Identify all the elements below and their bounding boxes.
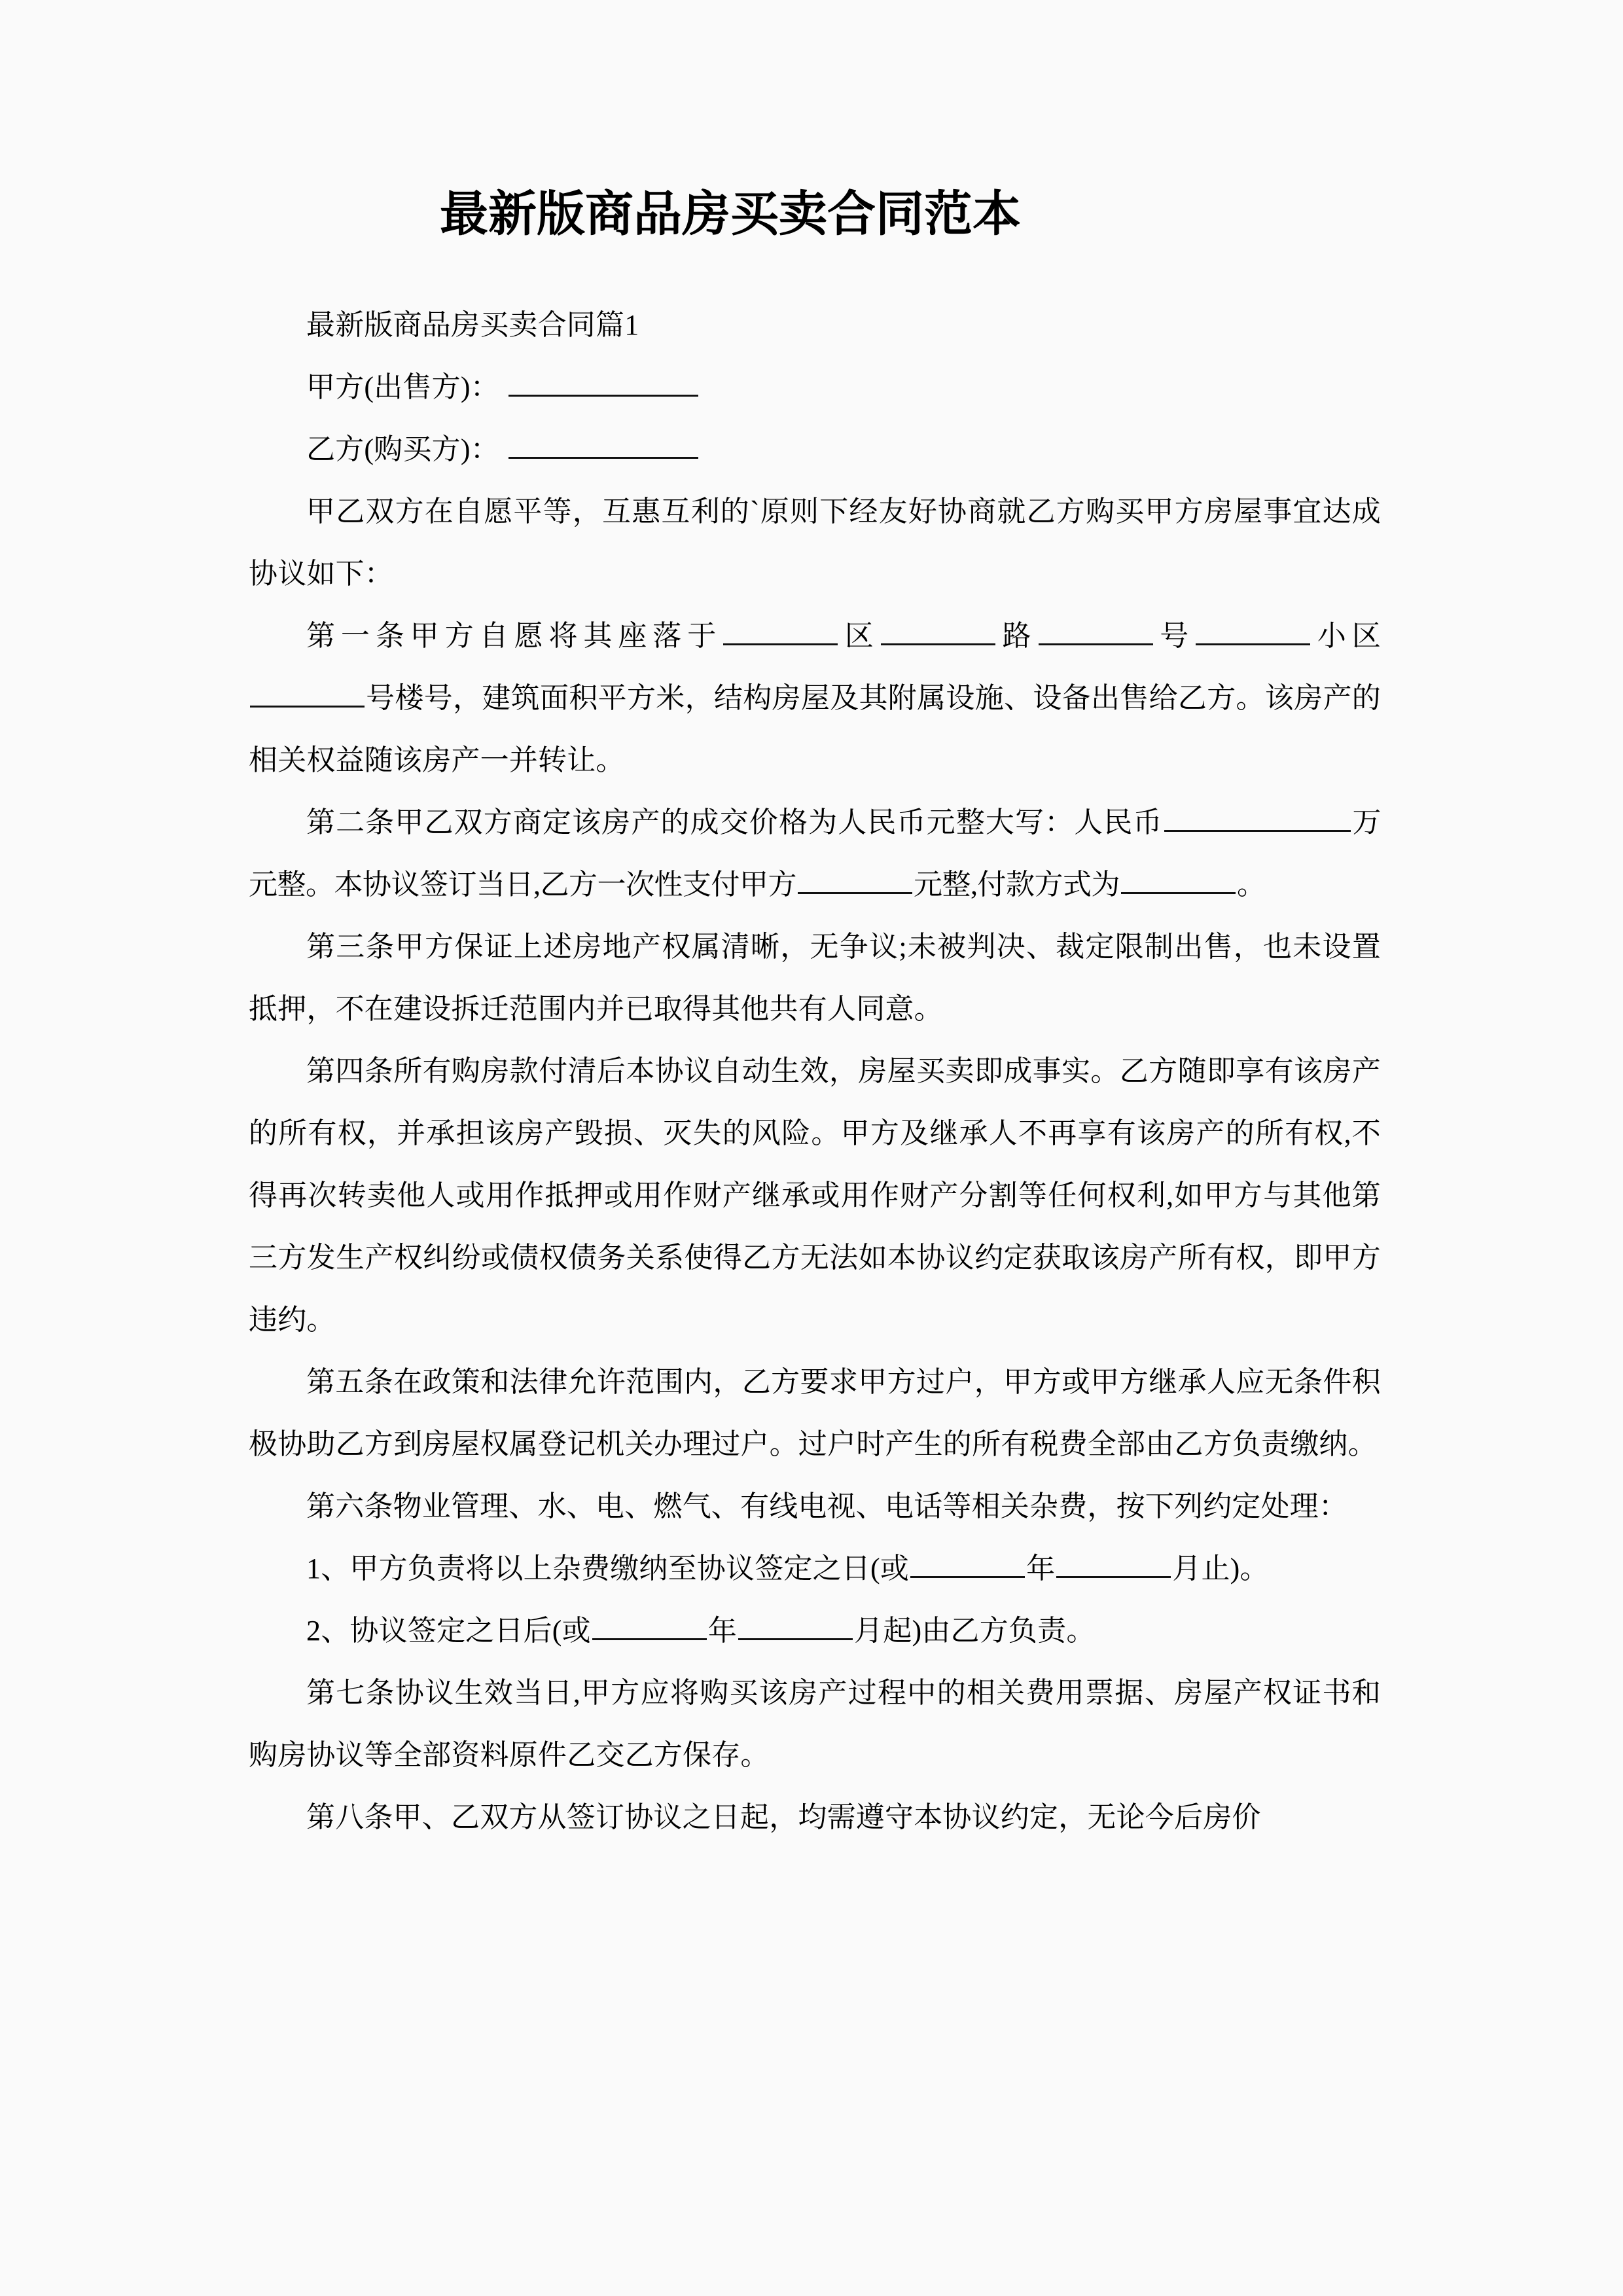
article-5-paragraph: 第五条在政策和法律允许范围内，乙方要求甲方过户，甲方或甲方继承人应无条件积极协助乙方到房屋权属登记机关办理过户。过户时产生的所有税费全部由乙方负责缴纳。 (249, 1365, 1381, 1460)
article-2-blank-amount-words[interactable] (1164, 801, 1351, 832)
article-7-paragraph: 第七条协议生效当日,甲方应将购买该房产过程中的相关费用票据、房屋产权证书和购房协议等全部资料原件乙交乙方保存。 (249, 1676, 1381, 1771)
sub-item-2-text-3: 月起)由乙方负责。 (854, 1614, 1096, 1647)
article-2-text-3: 元整,付款方式为 (914, 868, 1120, 901)
document-body (249, 0, 1381, 1848)
buyer-party-line (249, 418, 1381, 480)
article-1-blank-number[interactable] (1039, 615, 1153, 645)
sub-item-1-text-2: 年 (1026, 1552, 1056, 1585)
sub-item-1-blank-year[interactable] (910, 1547, 1025, 1578)
buyer-blank[interactable] (508, 428, 698, 459)
article-1-blank-road[interactable] (881, 615, 995, 645)
article-1-text-6: 号楼号，建筑面积平方米，结构房屋及其附属设施、设备出售给乙方。该房产的相关权益随该房产一并转让。 (249, 681, 1381, 776)
sub-item-1-paragraph (249, 1537, 1381, 1600)
article-2-blank-amount[interactable] (798, 863, 912, 894)
article-1-text-3: 路 (996, 619, 1037, 652)
article-1-blank-community[interactable] (1196, 615, 1310, 645)
article-8-paragraph: 第八条甲、乙双方从签订协议之日起，均需遵守本协议约定，无论今后房价 (306, 1801, 1261, 1833)
sub-item-1-text-1: 1、甲方负责将以上杂费缴纳至协议签定之日(或 (306, 1552, 910, 1585)
article-4-paragraph: 第四条所有购房款付清后本协议自动生效，房屋买卖即成事实。乙方随即享有该房产的所有权，并承担该房产毁损、灭失的风险。甲方及继承人不再享有该房产的所有权,不得再次转卖他人或用作抵押或用作财产继承或用作财产分割等任何权利,如甲方与其他第三方发生产权纠纷或债权债务关系使得乙方无法如本协议约定获取该房产所有权，即甲方违约。 (249, 1054, 1381, 1336)
sub-item-2-text-1: 2、协议签定之日后(或 (306, 1614, 591, 1647)
seller-blank[interactable] (508, 366, 698, 397)
article-1-text-1: 第一条甲方自愿将其座落于 (306, 619, 722, 652)
article-1-text-2: 区 (839, 619, 880, 652)
article-2-text-2: 万元整。本协议签订当日,乙方一次性支付甲方 (249, 806, 1381, 901)
article-6-paragraph: 第六条物业管理、水、电、燃气、有线电视、电话等相关杂费，按下列约定处理： (306, 1490, 1348, 1522)
article-1-text-5: 小区 (1311, 619, 1382, 652)
sub-item-2-paragraph (249, 1600, 1381, 1662)
document-heading: 最新版商品房买卖合同篇1 (306, 308, 639, 341)
article-1-blank-district[interactable] (723, 615, 838, 645)
seller-party-line (249, 356, 1381, 418)
sub-item-2-text-2: 年 (707, 1614, 738, 1647)
article-2-text-1: 第二条甲乙双方商定该房产的成交价格为人民币元整大写：人民币 (306, 806, 1163, 838)
sub-item-2-blank-month[interactable] (738, 1609, 853, 1640)
preamble-paragraph: 甲乙双方在自愿平等，互惠互利的`原则下经友好协商就乙方购买甲方房屋事宜达成协议如下： (249, 495, 1381, 590)
sub-item-2-blank-year[interactable] (592, 1609, 707, 1640)
seller-label: 甲方(出售方)： (306, 370, 499, 403)
article-2-text-4: 。 (1237, 868, 1266, 901)
page-title: 最新版商品房买卖合同范本 (440, 188, 1021, 242)
article-2-blank-payment-method[interactable] (1121, 863, 1236, 894)
buyer-label: 乙方(购买方)： (306, 433, 499, 465)
article-1-blank-building[interactable] (250, 677, 365, 708)
article-2-paragraph (249, 791, 1381, 916)
article-3-paragraph: 第三条甲方保证上述房地产权属清晰，无争议;未被判决、裁定限制出售，也未设置抵押，不在建设拆迁范围内并已取得其他共有人同意。 (249, 930, 1381, 1025)
sub-item-1-blank-month[interactable] (1056, 1547, 1171, 1578)
article-1-paragraph (249, 605, 1381, 791)
sub-item-1-text-3: 月止)。 (1172, 1552, 1269, 1585)
article-1-text-4: 号 (1154, 619, 1195, 652)
